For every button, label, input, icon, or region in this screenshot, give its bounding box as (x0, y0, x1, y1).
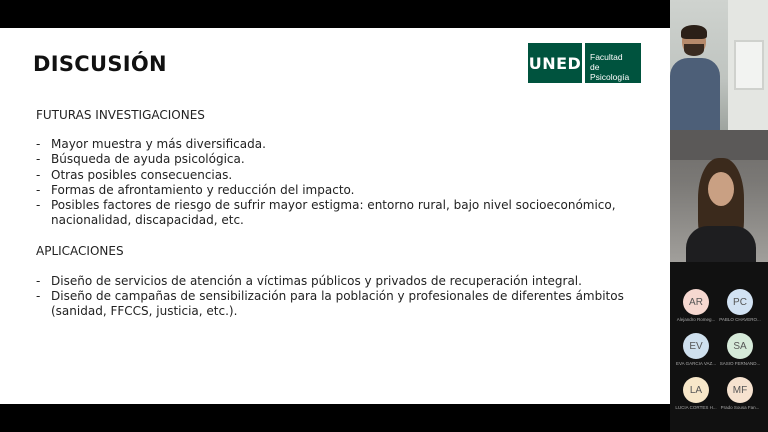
future-research-list (36, 137, 636, 228)
bottom-letterbox (0, 404, 768, 432)
applications-list (36, 274, 636, 320)
participant-name: Alejandro Romeg... (676, 317, 716, 322)
participant-video-tile[interactable] (670, 130, 768, 262)
avatar: LA (683, 377, 709, 403)
faculty-logo-text (585, 43, 641, 83)
faculty-line-2: de Psicología (590, 62, 630, 82)
participant-tile[interactable] (673, 377, 719, 421)
list-item: - Diseño de servicios de atención a víctimas públicos y privados de recuperación integral. (36, 274, 636, 289)
participant-tile[interactable] (717, 289, 763, 333)
applications-heading: APLICACIONES (36, 244, 124, 259)
avatar: EV (683, 333, 709, 359)
future-research-heading: FUTURAS INVESTIGACIONES (36, 108, 205, 122)
participant-tile[interactable] (717, 333, 763, 377)
avatar: MF (727, 377, 753, 403)
participant-name: SASIO FERNAND... (719, 361, 761, 366)
participant-tile[interactable] (717, 377, 763, 421)
list-item: - Otras posibles consecuencias. (36, 168, 636, 183)
participant-name: Prado Sousa Fan... (720, 405, 760, 410)
uned-logo-mark: UNED (528, 43, 582, 83)
participant-tile[interactable] (673, 333, 719, 377)
slide-content (36, 108, 636, 319)
top-letterbox (0, 0, 768, 28)
presentation-slide (0, 28, 670, 404)
participant-tile[interactable] (673, 289, 719, 333)
participant-name: PABLO CHAVERO... (719, 317, 761, 322)
list-item: - Mayor muestra y más diversificada. (36, 137, 636, 152)
participant-name: LUCIA CORTES H... (675, 405, 717, 410)
list-item: - Diseño de campañas de sensibilización para la población y profesionales de diferentes ámbitos (sanidad, FFCCS, justicia, etc.). (36, 289, 636, 319)
list-item: - Búsqueda de ayuda psicológica. (36, 152, 636, 167)
participant-name: EVA GARCIA VAZ... (675, 361, 717, 366)
avatar: AR (683, 289, 709, 315)
slide-title: DISCUSIÓN (33, 52, 167, 76)
avatar: SA (727, 333, 753, 359)
list-item: - Posibles factores de riesgo de sufrir mayor estigma: entorno rural, bajo nivel socioeconómico, nacionalidad, discapacidad, etc. (36, 198, 636, 228)
uned-logo (528, 43, 641, 83)
list-item: - Formas de afrontamiento y reducción del impacto. (36, 183, 636, 198)
faculty-line-1: Facultad (590, 52, 623, 62)
avatar: PC (727, 289, 753, 315)
participant-video-tile[interactable] (670, 0, 768, 130)
